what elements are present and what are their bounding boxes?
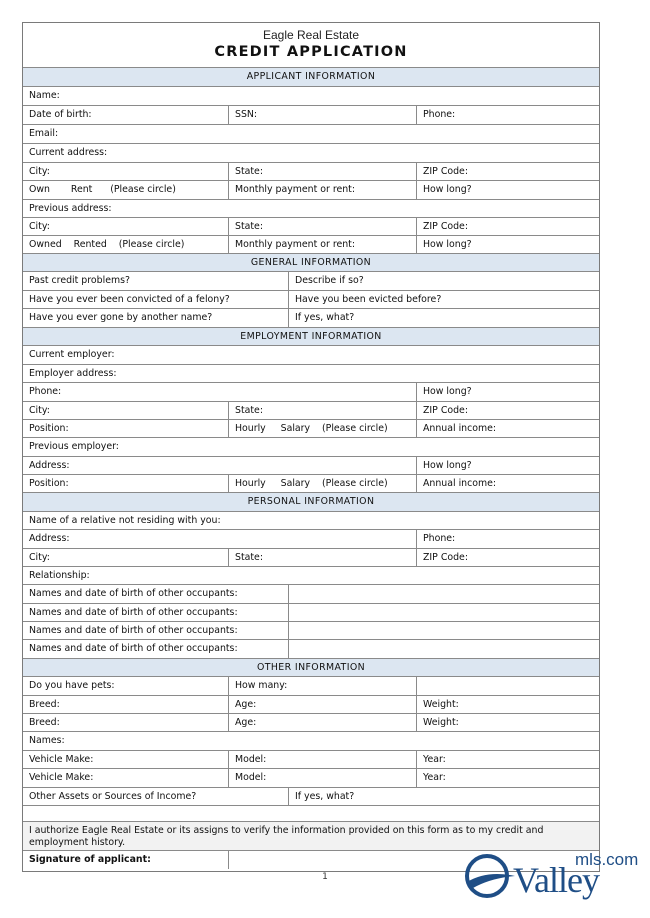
- model-field-1[interactable]: Model:: [228, 751, 416, 769]
- prev-state-field[interactable]: State:: [228, 218, 416, 236]
- prev-employer-address-field[interactable]: Address:: [29, 460, 70, 471]
- logo-word: Valley: [513, 860, 599, 900]
- prev-zip-field[interactable]: ZIP Code:: [416, 218, 599, 236]
- logo-domain: mls.com: [575, 850, 639, 869]
- describe-field[interactable]: Describe if so?: [288, 272, 599, 290]
- own-rent-choice[interactable]: Own Rent (Please circle): [29, 184, 176, 195]
- occupants-label-4: Names and date of birth of other occupants:: [29, 643, 238, 654]
- prev-annual-income-field[interactable]: Annual income:: [416, 475, 599, 493]
- occupants-field-2[interactable]: [288, 604, 599, 622]
- relative-state-field[interactable]: State:: [228, 549, 416, 567]
- page-number: 1: [322, 872, 328, 882]
- authorization-text: I authorize Eagle Real Estate or its assigns to verify the information provided on this form as to my credit and employment history.: [23, 821, 599, 850]
- past-credit-field[interactable]: Past credit problems?: [29, 275, 130, 286]
- relative-address-field[interactable]: Address:: [29, 533, 70, 544]
- pet-names-field[interactable]: Names:: [29, 735, 65, 746]
- pets-extra-field[interactable]: [416, 677, 599, 695]
- form-title: CREDIT APPLICATION: [214, 44, 408, 60]
- occupants-label-3: Names and date of birth of other occupants:: [29, 625, 238, 636]
- other-name-if-yes-field[interactable]: If yes, what?: [288, 309, 599, 327]
- dob-field[interactable]: Date of birth:: [29, 109, 92, 120]
- zip-field[interactable]: ZIP Code:: [416, 163, 599, 181]
- employer-address-field[interactable]: Employer address:: [29, 368, 117, 379]
- annual-income-field[interactable]: Annual income:: [416, 420, 599, 438]
- prev-how-long-field[interactable]: How long?: [416, 236, 599, 254]
- phone-field[interactable]: Phone:: [416, 106, 599, 124]
- how-many-field[interactable]: How many:: [228, 677, 416, 695]
- employer-zip-field[interactable]: ZIP Code:: [416, 402, 599, 420]
- prev-employer-how-long-field[interactable]: How long?: [416, 457, 599, 475]
- assets-if-yes-field[interactable]: If yes, what?: [288, 788, 599, 806]
- prev-city-field[interactable]: City:: [29, 221, 50, 232]
- occupants-field-3[interactable]: [288, 622, 599, 640]
- breed-field-1[interactable]: Breed:: [29, 699, 60, 710]
- monthly-payment-field[interactable]: Monthly payment or rent:: [228, 181, 416, 199]
- weight-field-2[interactable]: Weight:: [416, 714, 599, 732]
- employer-city-field[interactable]: City:: [29, 405, 50, 416]
- prev-monthly-payment-field[interactable]: Monthly payment or rent:: [228, 236, 416, 254]
- prev-hourly-salary-choice[interactable]: Hourly Salary (Please circle): [228, 475, 416, 493]
- weight-field-1[interactable]: Weight:: [416, 696, 599, 714]
- previous-address-field[interactable]: Previous address:: [29, 203, 112, 214]
- occupants-label-2: Names and date of birth of other occupants:: [29, 607, 238, 618]
- evicted-field[interactable]: Have you been evicted before?: [288, 291, 599, 309]
- credit-application-form: [22, 22, 600, 872]
- section-other: OTHER INFORMATION: [23, 658, 599, 677]
- employer-phone-field[interactable]: Phone:: [29, 386, 62, 397]
- felony-field[interactable]: Have you ever been convicted of a felony?: [29, 294, 230, 305]
- occupants-field-1[interactable]: [288, 585, 599, 603]
- section-personal: PERSONAL INFORMATION: [23, 492, 599, 511]
- email-field[interactable]: Email:: [29, 128, 59, 139]
- vehicle-make-field-1[interactable]: Vehicle Make:: [29, 754, 94, 765]
- breed-field-2[interactable]: Breed:: [29, 717, 60, 728]
- relative-name-field[interactable]: Name of a relative not residing with you:: [29, 515, 221, 526]
- section-applicant: APPLICANT INFORMATION: [23, 67, 599, 86]
- hourly-salary-choice[interactable]: Hourly Salary (Please circle): [228, 420, 416, 438]
- relative-city-field[interactable]: City:: [29, 552, 50, 563]
- how-long-field[interactable]: How long?: [416, 181, 599, 199]
- current-employer-field[interactable]: Current employer:: [29, 349, 115, 360]
- occupants-label-1: Names and date of birth of other occupants:: [29, 588, 238, 599]
- company-name: Eagle Real Estate: [262, 28, 360, 42]
- section-general: GENERAL INFORMATION: [23, 253, 599, 272]
- employer-state-field[interactable]: State:: [228, 402, 416, 420]
- section-employment: EMPLOYMENT INFORMATION: [23, 327, 599, 346]
- signature-label: Signature of applicant:: [29, 854, 151, 865]
- relative-phone-field[interactable]: Phone:: [416, 530, 599, 548]
- ssn-field[interactable]: SSN:: [228, 106, 416, 124]
- age-field-2[interactable]: Age:: [228, 714, 416, 732]
- occupants-field-4[interactable]: [288, 640, 599, 658]
- year-field-1[interactable]: Year:: [416, 751, 599, 769]
- assets-field[interactable]: Other Assets or Sources of Income?: [29, 791, 197, 802]
- name-field[interactable]: Name:: [29, 90, 60, 101]
- relative-zip-field[interactable]: ZIP Code:: [416, 549, 599, 567]
- age-field-1[interactable]: Age:: [228, 696, 416, 714]
- city-field[interactable]: City:: [29, 166, 50, 177]
- current-address-field[interactable]: Current address:: [29, 147, 108, 158]
- employer-how-long-field[interactable]: How long?: [416, 383, 599, 401]
- position-field[interactable]: Position:: [29, 423, 69, 434]
- owned-rented-choice[interactable]: Owned Rented (Please circle): [29, 239, 185, 250]
- state-field[interactable]: State:: [228, 163, 416, 181]
- pets-field[interactable]: Do you have pets:: [29, 680, 115, 691]
- previous-employer-field[interactable]: Previous employer:: [29, 441, 119, 452]
- model-field-2[interactable]: Model:: [228, 769, 416, 787]
- valley-mls-logo: [463, 850, 643, 902]
- year-field-2[interactable]: Year:: [416, 769, 599, 787]
- other-name-field[interactable]: Have you ever gone by another name?: [29, 312, 213, 323]
- title-block: [23, 23, 599, 67]
- vehicle-make-field-2[interactable]: Vehicle Make:: [29, 772, 94, 783]
- relationship-field[interactable]: Relationship:: [29, 570, 90, 581]
- prev-position-field[interactable]: Position:: [29, 478, 69, 489]
